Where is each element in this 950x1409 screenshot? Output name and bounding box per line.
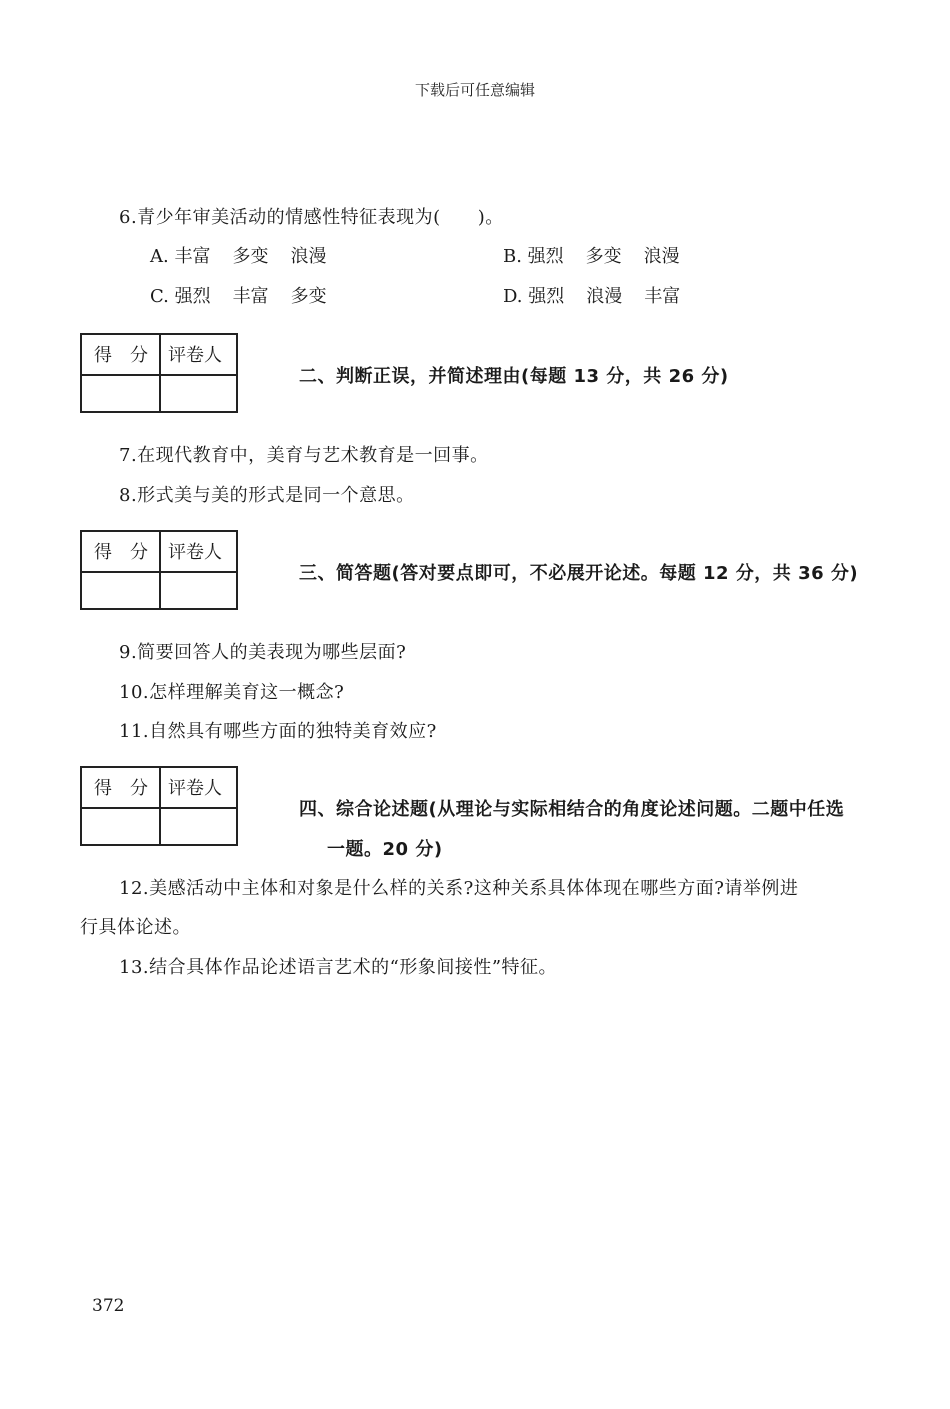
page-header: 下载后可任意编辑 [415, 81, 536, 99]
option-c-word-2: 丰富 [232, 286, 269, 307]
score-box-section-4 [80, 766, 238, 846]
question-9: 9.简要回答人的美表现为哪些层面? [119, 642, 407, 663]
option-d-word-1: D. 强烈 [503, 286, 565, 307]
score-label: 得分 [94, 345, 166, 366]
section-4-heading-line-1: 四、综合论述题(从理论与实际相结合的角度论述问题。二题中任选 [299, 799, 845, 820]
option-a-word-1: A. 丰富 [150, 246, 211, 267]
question-7: 7.在现代教育中，美育与艺术教育是一回事。 [119, 445, 489, 466]
option-b [503, 242, 702, 268]
option-c [150, 282, 349, 308]
option-b-word-3: 浪漫 [643, 246, 680, 267]
score-box-section-2 [80, 333, 238, 413]
section-2-heading: 二、判断正误，并简述理由(每题 13 分，共 26 分) [299, 366, 729, 387]
grader-label: 评卷人 [168, 345, 222, 366]
option-b-word-2: 多变 [585, 246, 622, 267]
option-a-word-2: 多变 [232, 246, 269, 267]
option-d [503, 282, 702, 308]
question-12-line-2: 行具体论述。 [80, 917, 191, 938]
section-4-heading-line-2: 一题。20 分) [327, 839, 443, 860]
question-12-line-1: 12.美感活动中主体和对象是什么样的关系?这种关系具体体现在哪些方面?请举例进 [119, 878, 799, 899]
option-a [150, 242, 348, 268]
score-label: 得分 [94, 542, 166, 563]
option-d-word-2: 浪漫 [586, 286, 623, 307]
question-11: 11.自然具有哪些方面的独特美育效应? [119, 721, 437, 742]
option-c-word-1: C. 强烈 [150, 286, 211, 307]
score-label: 得分 [94, 778, 166, 799]
option-c-word-3: 多变 [290, 286, 327, 307]
grader-label: 评卷人 [168, 542, 222, 563]
question-13: 13.结合具体作品论述语言艺术的“形象间接性”特征。 [119, 957, 558, 978]
section-3-heading: 三、简答题(答对要点即可，不必展开论述。每题 12 分，共 36 分) [299, 563, 859, 584]
question-6-stem: 6.青少年审美活动的情感性特征表现为( )。 [119, 207, 504, 228]
page-number: 372 [92, 1296, 125, 1316]
option-a-word-3: 浪漫 [290, 246, 327, 267]
score-box-section-3 [80, 530, 238, 610]
grader-label: 评卷人 [168, 778, 222, 799]
question-10: 10.怎样理解美育这一概念? [119, 682, 345, 703]
option-b-word-1: B. 强烈 [503, 246, 564, 267]
option-d-word-3: 丰富 [644, 286, 681, 307]
question-8: 8.形式美与美的形式是同一个意思。 [119, 485, 415, 506]
